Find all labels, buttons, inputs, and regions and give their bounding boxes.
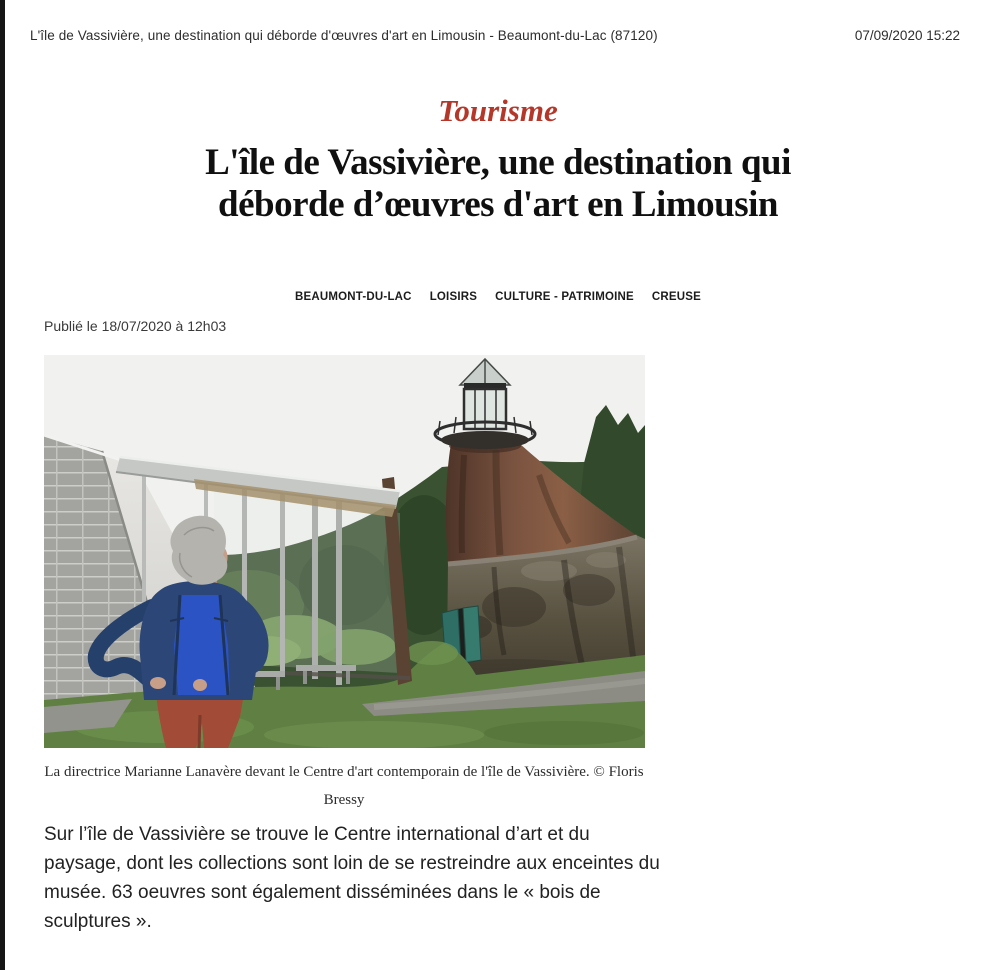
tag-culture-patrimoine[interactable]: CULTURE - PATRIMOINE [495,291,634,303]
photo-illustration [44,355,645,748]
published-date: Publié le 18/07/2020 à 12h03 [44,318,227,334]
article-body: Sur l’île de Vassivière se trouve le Centre international d’art et du paysage, dont les collections sont loin de se restreindre aux enceintes du musée. 63 oeuvres sont également disséminées dans le « bois de sculptures ». [44,824,660,932]
article-tags [0,291,996,303]
article-photo [44,355,645,748]
tag-creuse[interactable]: CREUSE [651,291,702,303]
tag-loisirs[interactable]: LOISIRS [429,291,478,303]
article-title: L'île de Vassivière, une destination qui déborde d’œuvres d'art en Limousin [205,142,791,225]
photo-caption: La directrice Marianne Lanavère devant le Centre d'art contemporain de l'île de Vassivière. © Floris Bressy [44,764,644,808]
page-left-border [0,0,5,970]
tag-beaumont-du-lac[interactable]: BEAUMONT-DU-LAC [294,291,412,303]
print-header-title: L'île de Vassivière, une destination qui déborde d'œuvres d'art en Limousin - Beaumont-du-Lac (87120) [30,28,658,43]
article-category-link[interactable]: Tourisme [438,93,558,128]
print-header-datetime: 07/09/2020 15:22 [854,28,960,43]
